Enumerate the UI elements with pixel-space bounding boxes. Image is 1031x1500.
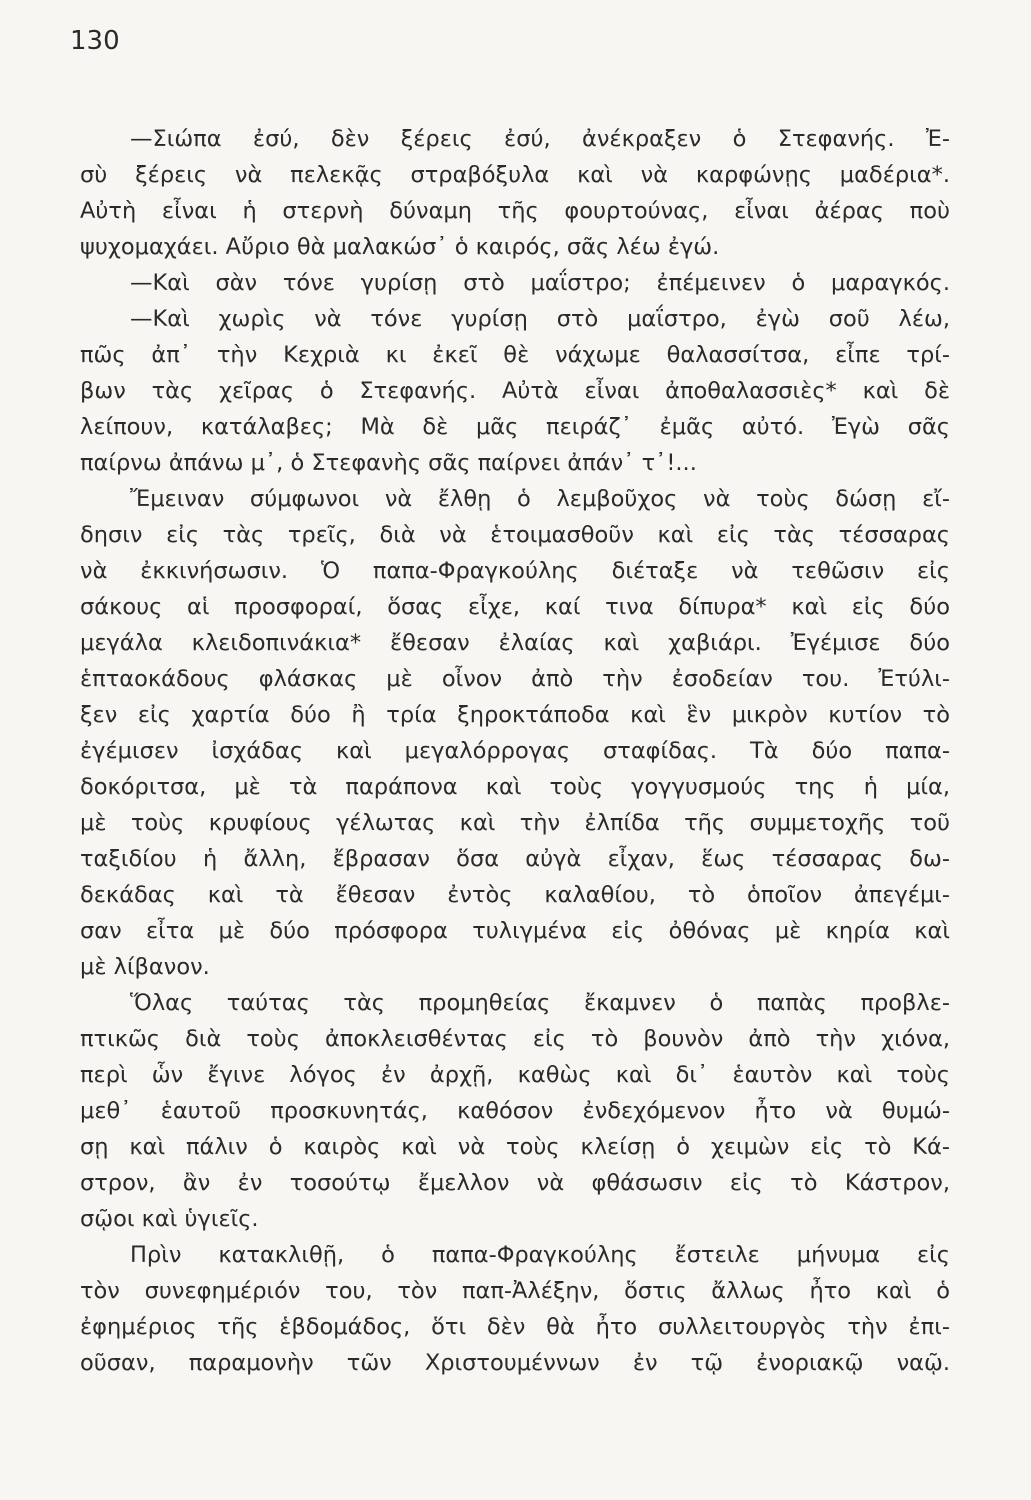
text-line: Αὐτὴ εἶναι ἡ στερνὴ δύναμη τῆς φουρτούνας, εἶναι ἀέρας ποὺ xyxy=(80,198,950,224)
text-line: οῦσαν, παραμονὴν τῶν Χριστουμέννων ἐν τῷ ἐνοριακῷ ναῷ. xyxy=(80,1350,950,1376)
text-line: δεκάδας καὶ τὰ ἔθεσαν ἐντὸς καλαθίου, τὸ ὁποῖον ἀπεγέμι- xyxy=(80,882,950,908)
text-line: Ἔμειναν σύμφωνοι νὰ ἔλθῃ ὁ λεμβοῦχος νὰ τοὺς δώσῃ εἴ- xyxy=(130,486,950,512)
text-line: —Καὶ χωρὶς νὰ τόνε γυρίσῃ στὸ μαΐστρο, ἐγὼ σοῦ λέω, xyxy=(130,306,950,332)
text-line: τὸν συνεφημέριόν του, τὸν παπ-Ἀλέξην, ὅστις ἄλλως ἦτο καὶ ὁ xyxy=(80,1278,950,1304)
text-line: ψυχομαχάει. Αὔριο θὰ μαλακώσ᾿ ὁ καιρός, σᾶς λέω ἐγώ. xyxy=(80,234,720,260)
text-line: μὲ τοὺς κρυφίους γέλωτας καὶ τὴν ἐλπίδα τῆς συμμετοχῆς τοῦ xyxy=(80,810,950,836)
text-line: —Σιώπα ἐσύ, δὲν ξέρεις ἐσύ, ἀνέκραξεν ὁ Στεφανής. Ἐ- xyxy=(130,126,950,152)
text-line: σὺ ξέρεις νὰ πελεκᾷς στραβόξυλα καὶ νὰ καρφώνῃς μαδέρια*. xyxy=(80,162,950,188)
text-line: λείπουν, κατάλαβες; Μὰ δὲ μᾶς πειράζ᾿ ἐμᾶς αὐτό. Ἐγὼ σᾶς xyxy=(80,414,950,440)
page-number: 130 xyxy=(70,26,120,56)
text-line: ξεν εἰς χαρτία δύο ἢ τρία ξηροκτάποδα καὶ ἓν μικρὸν κυτίον τὸ xyxy=(80,702,950,728)
text-line: σῷοι καὶ ὑγιεῖς. xyxy=(80,1206,259,1232)
text-line: περὶ ὧν ἔγινε λόγος ἐν ἀρχῇ, καθὼς καὶ δι᾿ ἑαυτὸν καὶ τοὺς xyxy=(80,1062,950,1088)
text-line: στρον, ἂν ἐν τοσούτῳ ἔμελλον νὰ φθάσωσιν εἰς τὸ Κάστρον, xyxy=(80,1170,950,1196)
text-line: Πρὶν κατακλιθῇ, ὁ παπα-Φραγκούλης ἔστειλε μήνυμα εἰς xyxy=(130,1242,950,1268)
text-line: πτικῶς διὰ τοὺς ἀποκλεισθέντας εἰς τὸ βουνὸν ἀπὸ τὴν χιόνα, xyxy=(80,1026,950,1052)
text-line: σάκους αἱ προσφοραί, ὅσας εἶχε, καί τινα δίπυρα* καὶ εἰς δύο xyxy=(80,594,950,620)
text-line: ταξιδίου ἡ ἄλλη, ἔβρασαν ὅσα αὐγὰ εἶχαν, ἕως τέσσαρας δω- xyxy=(80,846,950,872)
text-line: ἑπταοκάδους φλάσκας μὲ οἶνον ἀπὸ τὴν ἐσοδείαν του. Ἐτύλι- xyxy=(80,666,950,692)
text-line: βων τὰς χεῖρας ὁ Στεφανής. Αὐτὰ εἶναι ἀποθαλασσιὲς* καὶ δὲ xyxy=(80,378,950,404)
text-line: δοκόριτσα, μὲ τὰ παράπονα καὶ τοὺς γογγυσμούς της ἡ μία, xyxy=(80,774,950,800)
text-line: πῶς ἀπ᾿ τὴν Κεχριὰ κι ἐκεῖ θὲ νάχωμε θαλασσίτσα, εἶπε τρί- xyxy=(80,342,950,368)
text-line: ἐφημέριος τῆς ἑβδομάδος, ὅτι δὲν θὰ ἦτο συλλειτουργὸς τὴν ἐπι- xyxy=(80,1314,950,1340)
text-line: σῃ καὶ πάλιν ὁ καιρὸς καὶ νὰ τοὺς κλείσῃ ὁ χειμὼν εἰς τὸ Κά- xyxy=(80,1134,950,1160)
text-line: μὲ λίβανον. xyxy=(80,954,210,980)
text-line: —Καὶ σὰν τόνε γυρίσῃ στὸ μαΐστρο; ἐπέμεινεν ὁ μαραγκός. xyxy=(130,270,950,296)
text-line: μεγάλα κλειδοπινάκια* ἔθεσαν ἐλαίας καὶ χαβιάρι. Ἐγέμισε δύο xyxy=(80,630,950,656)
text-line: μεθ᾿ ἑαυτοῦ προσκυνητάς, καθόσον ἐνδεχόμενον ἦτο νὰ θυμώ- xyxy=(80,1098,950,1124)
text-line: Ὅλας ταύτας τὰς προμηθείας ἔκαμνεν ὁ παπὰς προβλε- xyxy=(130,990,950,1016)
text-line: παίρνω ἀπάνω μ᾿, ὁ Στεφανὴς σᾶς παίρνει ἀπάν᾿ τ᾿!... xyxy=(80,450,697,476)
text-line: ἐγέμισεν ἰσχάδας καὶ μεγαλόρρογας σταφίδας. Τὰ δύο παπα- xyxy=(80,738,950,764)
text-line: σαν εἶτα μὲ δύο πρόσφορα τυλιγμένα εἰς ὀθόνας μὲ κηρία καὶ xyxy=(80,918,950,944)
text-line: δησιν εἰς τὰς τρεῖς, διὰ νὰ ἑτοιμασθοῦν καὶ εἰς τὰς τέσσαρας xyxy=(80,522,950,548)
text-line: νὰ ἐκκινήσωσιν. Ὁ παπα-Φραγκούλης διέταξε νὰ τεθῶσιν εἰς xyxy=(80,558,950,584)
